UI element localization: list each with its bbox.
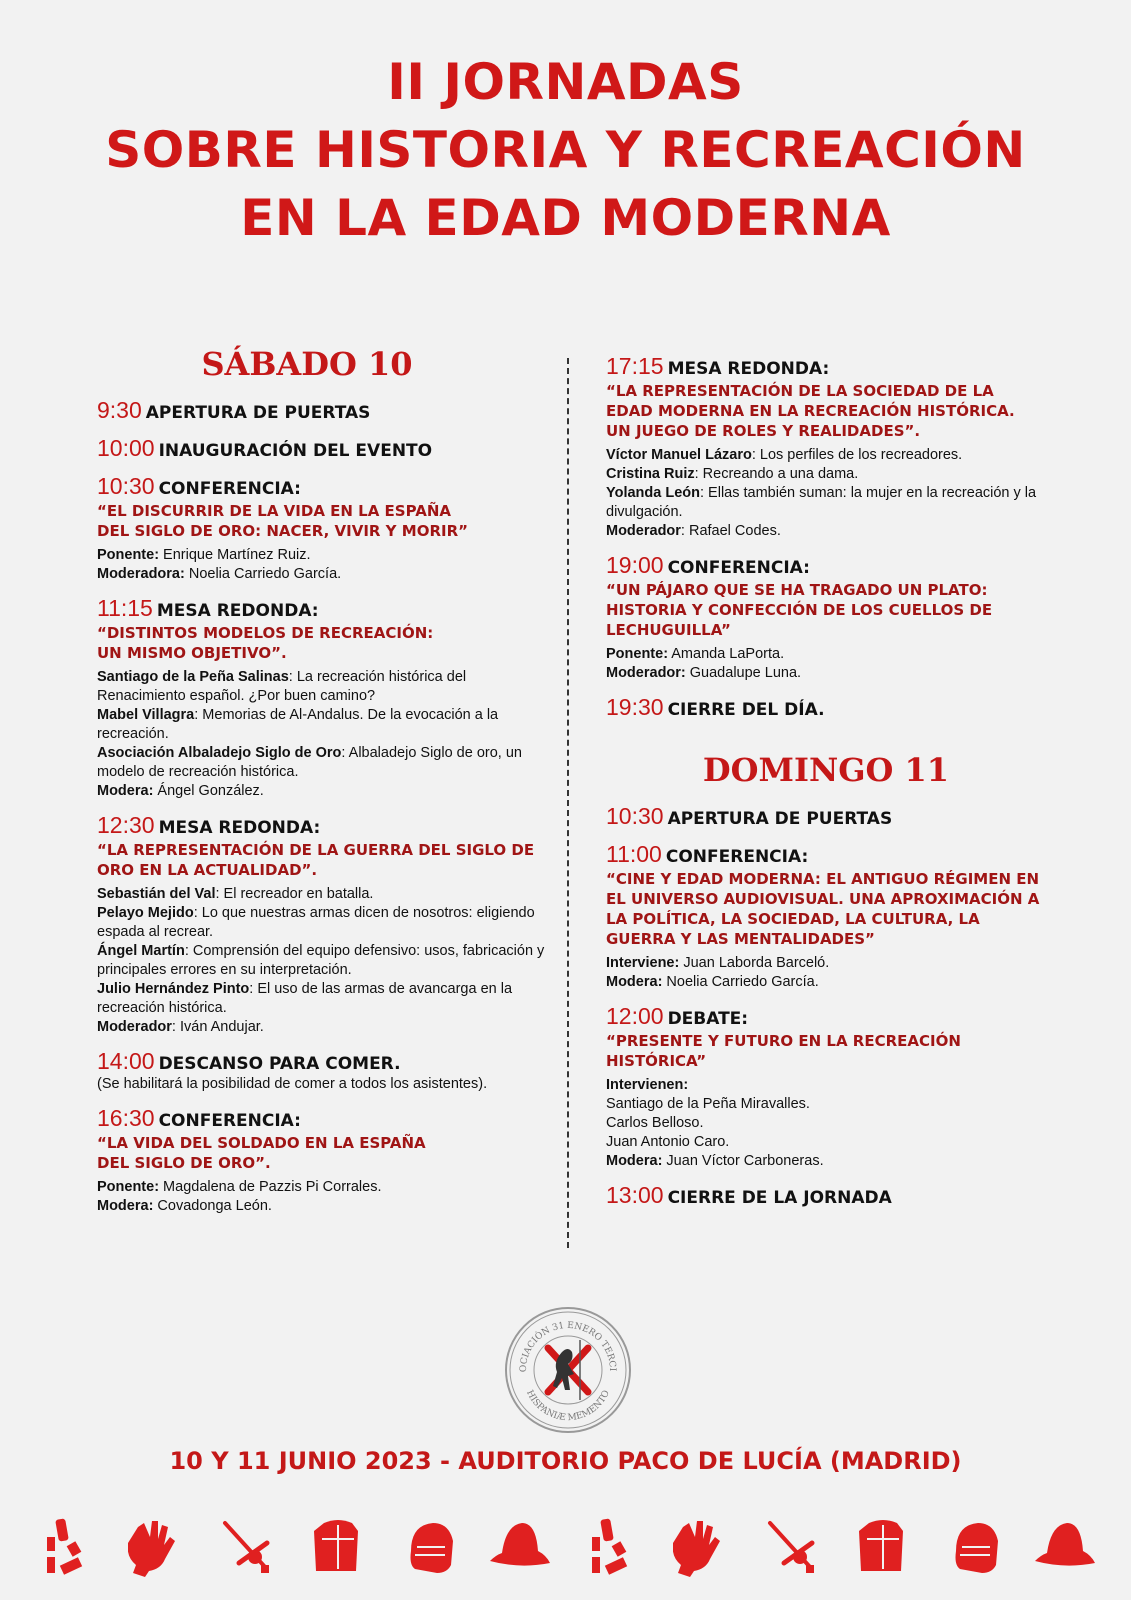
item-label: DESCANSO PARA COMER. xyxy=(158,1054,401,1074)
item-title: “UN PÁJARO QUE SE HA TRAGADO UN PLATO: HISTORIA Y CONFECCIÓN DE LOS CUELLOS DE LECHUGUILLA” xyxy=(606,581,993,639)
program-item xyxy=(97,595,547,801)
morion-icon xyxy=(1030,1512,1100,1582)
item-label: CONFERENCIA: xyxy=(158,479,301,499)
item-time: 11:15 xyxy=(97,595,153,621)
item-label: APERTURA DE PUERTAS xyxy=(667,809,893,829)
program-item xyxy=(97,812,547,1037)
program-item xyxy=(97,1048,547,1094)
item-details: Santiago de la Peña Salinas: La recreación histórica del Renacimiento español. ¿Por buen camino? Mabel Villagra: Memorias de Al-Andalus. De la evocación a la recreación. Asociación Albaladejo Siglo de Oro: Albaladejo Siglo de oro, un modelo de recreación histórica. Modera: Ángel González. xyxy=(97,669,522,799)
item-time: 10:00 xyxy=(97,435,155,461)
item-time: 11:00 xyxy=(606,841,662,867)
program-item xyxy=(606,803,1046,830)
item-label: DEBATE: xyxy=(667,1009,749,1029)
gauntlet-icon xyxy=(121,1512,191,1582)
event-title xyxy=(0,48,1131,252)
item-time: 9:30 xyxy=(97,397,142,423)
association-logo xyxy=(504,1306,632,1434)
item-label: MESA REDONDA: xyxy=(667,359,830,379)
item-title: “LA REPRESENTACIÓN DE LA SOCIEDAD DE LA EDAD MODERNA EN LA RECREACIÓN HISTÓRICA. UN JUEGO DE ROLES Y REALIDADES”. xyxy=(606,382,1015,440)
decorative-icon-row xyxy=(30,1512,1100,1582)
right-column xyxy=(606,353,1046,1220)
item-time: 19:30 xyxy=(606,694,664,720)
item-details: Ponente: Magdalena de Pazzis Pi Corrales. Modera: Covadonga León. xyxy=(97,1179,382,1214)
program-item xyxy=(97,473,547,584)
program-item xyxy=(606,552,1046,683)
item-label: MESA REDONDA: xyxy=(156,601,319,621)
title-line-2: SOBRE HISTORIA Y RECREACIÓN xyxy=(105,121,1026,179)
crossed-swords-icon xyxy=(757,1512,827,1582)
item-label: MESA REDONDA: xyxy=(158,818,321,838)
item-label: APERTURA DE PUERTAS xyxy=(145,403,371,423)
item-title: “LA REPRESENTACIÓN DE LA GUERRA DEL SIGLO DE ORO EN LA ACTUALIDAD”. xyxy=(97,841,535,879)
program-item xyxy=(606,694,1046,721)
item-label: CONFERENCIA: xyxy=(158,1111,301,1131)
item-time: 16:30 xyxy=(97,1105,155,1131)
item-label: CONFERENCIA: xyxy=(667,558,810,578)
program-item xyxy=(606,1182,1046,1209)
item-time: 19:00 xyxy=(606,552,664,578)
program-item xyxy=(97,1105,547,1216)
dagger-icon xyxy=(30,1512,100,1582)
dagger-icon xyxy=(575,1512,645,1582)
item-label: CIERRE DE LA JORNADA xyxy=(667,1188,892,1208)
svg-text:ASOCIACIÓN 31 ENERO TERCIOS: OCIACIÓN 31 ENERO TERCI xyxy=(518,1320,618,1373)
gauntlet-icon xyxy=(666,1512,736,1582)
program-item xyxy=(606,841,1046,992)
item-details: Intervienen: Santiago de la Peña Miravalles. Carlos Belloso. Juan Antonio Caro. Modera: Juan Víctor Carboneras. xyxy=(606,1077,824,1169)
item-title: “LA VIDA DEL SOLDADO EN LA ESPAÑA DEL SIGLO DE ORO”. xyxy=(97,1134,426,1172)
breastplate-icon xyxy=(303,1512,373,1582)
item-details: Ponente: Amanda LaPorta. Moderador: Guadalupe Luna. xyxy=(606,646,802,681)
svg-text:HISPANIÆ MEMENTO: HISPANIÆ MEMENTO xyxy=(524,1388,612,1424)
item-details: Víctor Manuel Lázaro: Los perfiles de los recreadores. Cristina Ruiz: Recreando a una dama. Yolanda León: Ellas también suman: la mujer en la recreación y la divulgación. Moderador: Rafael Codes. xyxy=(606,447,1037,539)
item-details: Interviene: Juan Laborda Barceló. Modera: Noelia Carriedo García. xyxy=(606,955,830,990)
item-time: 12:00 xyxy=(606,1003,664,1029)
item-details: Ponente: Enrique Martínez Ruiz. Moderadora: Noelia Carriedo García. xyxy=(97,547,342,582)
title-line-1: II JORNADAS xyxy=(387,53,744,111)
program-item xyxy=(606,1003,1046,1171)
column-divider xyxy=(567,358,569,1248)
program-item xyxy=(97,397,547,424)
helmet-icon xyxy=(394,1512,464,1582)
day-heading-saturday: SÁBADO 10 xyxy=(201,345,413,383)
item-time: 13:00 xyxy=(606,1182,664,1208)
item-title: “PRESENTE Y FUTURO EN LA RECREACIÓN HISTÓRICA” xyxy=(606,1032,961,1070)
helmet-icon xyxy=(939,1512,1009,1582)
title-line-3: EN LA EDAD MODERNA xyxy=(240,189,891,247)
program-item xyxy=(97,435,547,462)
item-time: 17:15 xyxy=(606,353,664,379)
item-label: INAUGURACIÓN DEL EVENTO xyxy=(158,441,433,461)
item-label: CONFERENCIA: xyxy=(665,847,809,867)
item-title: “CINE Y EDAD MODERNA: EL ANTIGUO RÉGIMEN EN EL UNIVERSO AUDIOVISUAL. UNA APROXIMACIÓN A LA POLÍTICA, LA SOCIEDAD, LA CULTURA, LA GUERRA Y LAS MENTALIDADES” xyxy=(606,870,1040,948)
item-title: “EL DISCURRIR DE LA VIDA EN LA ESPAÑA DEL SIGLO DE ORO: NACER, VIVIR Y MORIR” xyxy=(97,502,468,540)
program-item xyxy=(606,353,1046,541)
item-time: 10:30 xyxy=(606,803,664,829)
item-label: CIERRE DEL DÍA. xyxy=(667,700,825,720)
event-date-venue: 10 Y 11 JUNIO 2023 - AUDITORIO PACO DE LUCÍA (MADRID) xyxy=(169,1447,962,1475)
item-time: 10:30 xyxy=(97,473,155,499)
saturday-column xyxy=(97,345,547,1227)
morion-icon xyxy=(485,1512,555,1582)
item-title: “DISTINTOS MODELOS DE RECREACIÓN: UN MISMO OBJETIVO”. xyxy=(97,624,434,662)
crossed-swords-icon xyxy=(212,1512,282,1582)
day-heading-sunday: DOMINGO 11 xyxy=(702,751,950,789)
item-details: Sebastián del Val: El recreador en batalla. Pelayo Mejido: Lo que nuestras armas dicen de nosotros: eligiendo espada al recrear. Ángel Martín: Comprensión del equipo defensivo: usos, fabricación y principales errores en su interpretación. Julio Hernández Pinto: El uso de las armas de avancarga en la recreación histórica. Moderador: Iván Andujar. xyxy=(97,886,545,1035)
item-time: 14:00 xyxy=(97,1048,155,1074)
item-time: 12:30 xyxy=(97,812,155,838)
item-note: (Se habilitará la posibilidad de comer a todos los asistentes). xyxy=(97,1076,488,1092)
breastplate-icon xyxy=(848,1512,918,1582)
